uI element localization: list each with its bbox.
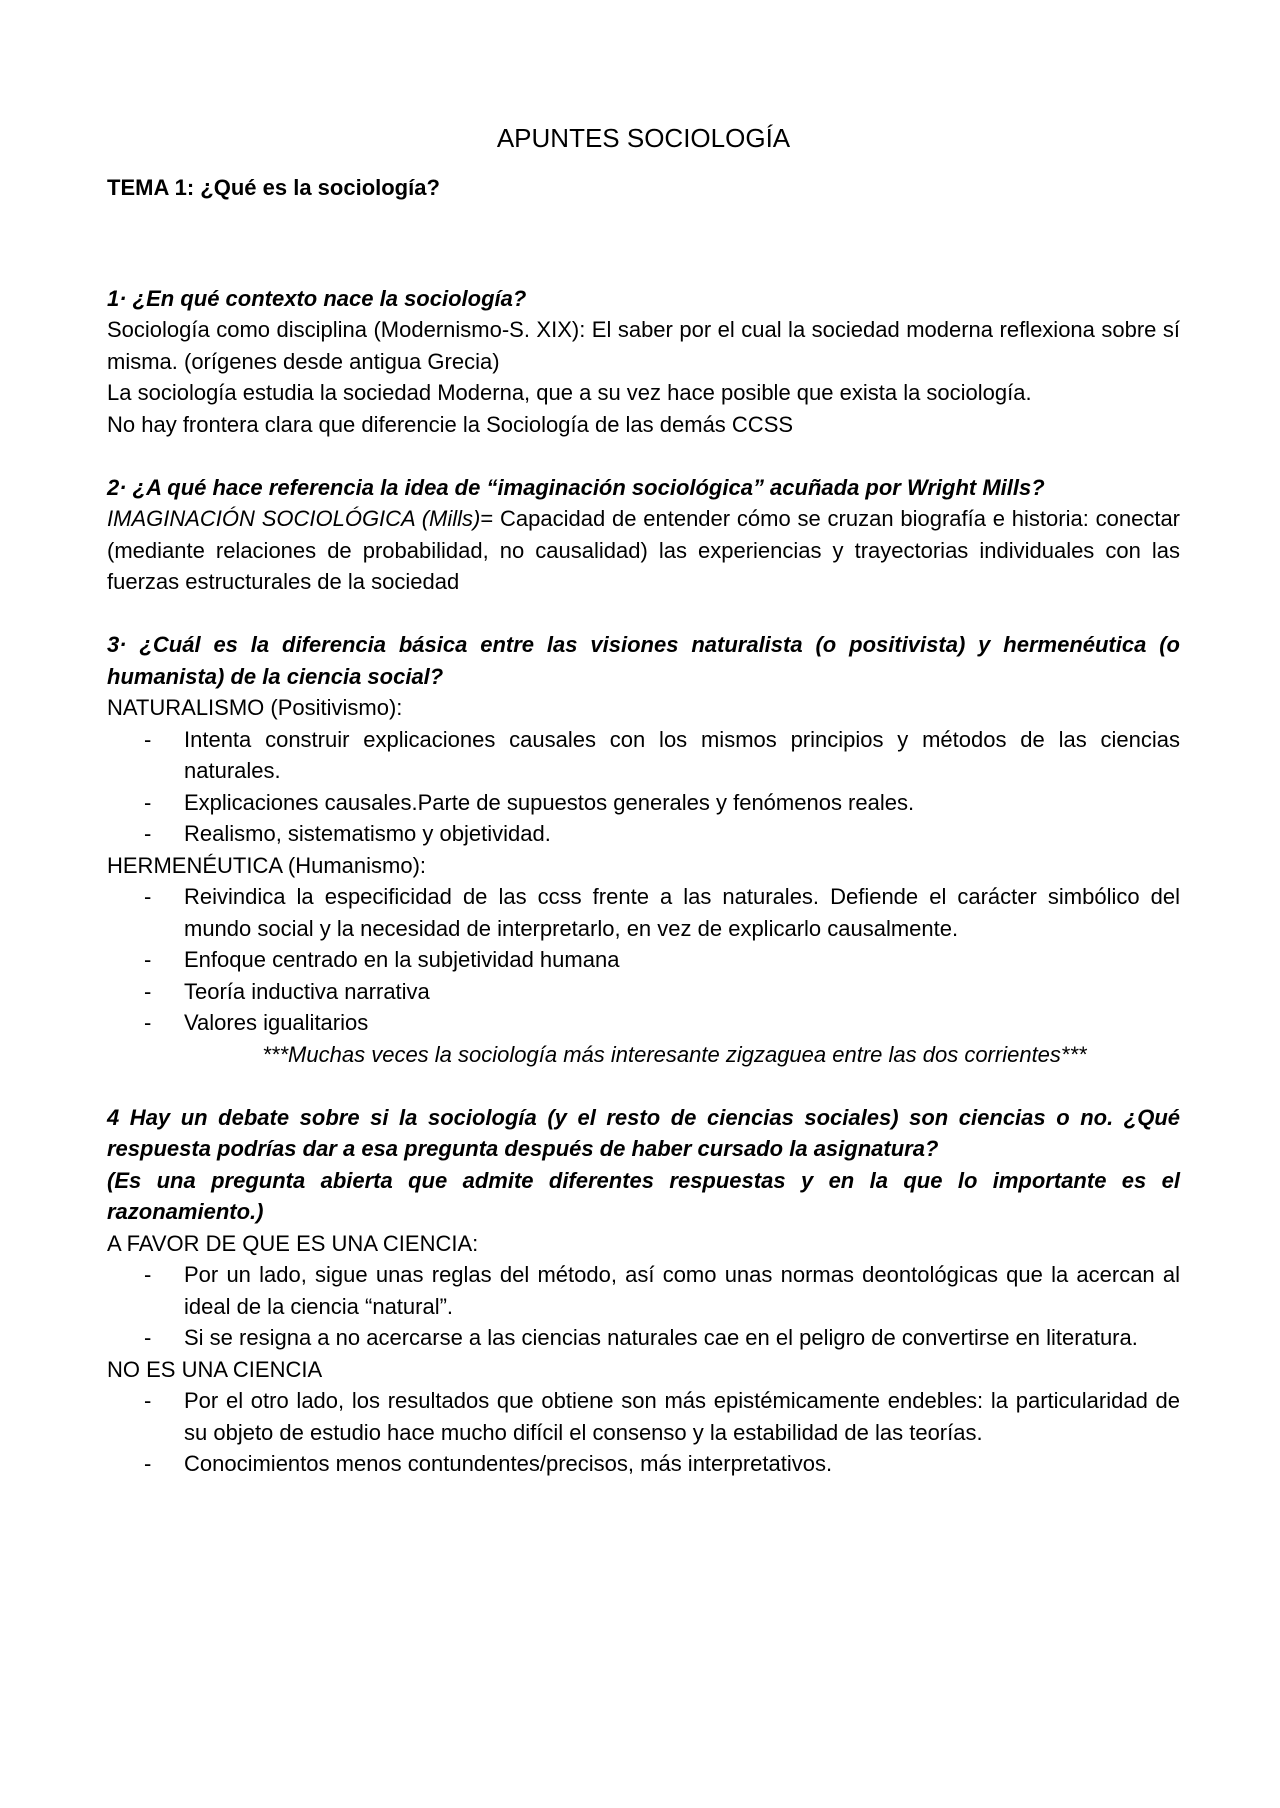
hermeneutica-list bbox=[107, 881, 1180, 1039]
contra-list bbox=[107, 1385, 1180, 1480]
spacer bbox=[107, 1070, 1180, 1102]
list-item bbox=[107, 787, 1180, 819]
list-item bbox=[107, 1448, 1180, 1480]
document-page bbox=[107, 122, 1180, 1480]
list-item-text: Teoría inductiva narrativa bbox=[184, 978, 430, 1004]
question-4: 4 Hay un debate sobre si la sociología (y el resto de ciencias sociales) son ciencias o no. ¿Qué respuesta podrías dar a esa pregunta después de haber cursado la asignatura? bbox=[107, 1104, 1180, 1161]
hermeneutica-heading: HERMENÉUTICA (Humanismo): bbox=[107, 852, 427, 878]
q1-paragraph-2: La sociología estudia la sociedad Moderna, que a su vez hace posible que exista la sociología. bbox=[107, 380, 1032, 405]
question-3: 3· ¿Cuál es la diferencia básica entre las visiones naturalista (o positivista) y hermenéutica (o humanista) de la ciencia social? bbox=[107, 632, 1180, 689]
list-item bbox=[107, 818, 1180, 850]
q2-paragraph bbox=[107, 503, 1180, 598]
list-item bbox=[107, 944, 1180, 976]
dash-bullet: - bbox=[144, 789, 152, 815]
list-item bbox=[107, 1385, 1180, 1448]
naturalismo-heading: NATURALISMO (Positivismo): bbox=[107, 695, 403, 720]
spacer bbox=[107, 598, 1180, 630]
q2-term: IMAGINACIÓN SOCIOLÓGICA (Mills) bbox=[107, 506, 481, 531]
spacer bbox=[107, 440, 1180, 472]
dash-bullet: - bbox=[144, 1388, 152, 1413]
dash-bullet: - bbox=[144, 978, 152, 1004]
list-item-text: Por un lado, sigue unas reglas del método, así como unas normas deontológicas que la acercan al ideal de la ciencia “natural”. bbox=[184, 1262, 1180, 1319]
q2-definition: = Capacidad de entender cómo se cruzan biografía e historia: conectar (mediante relaciones de probabilidad, no causalidad) las experiencias y trayectorias individuales con las fuerzas estructurales de la sociedad bbox=[107, 506, 1181, 594]
naturalismo-list bbox=[107, 724, 1180, 850]
question-1: 1· ¿En qué contexto nace la sociología? bbox=[107, 285, 527, 311]
contra-heading: NO ES UNA CIENCIA bbox=[107, 1356, 323, 1382]
q3-note: ***Muchas veces la sociología más interesante zigzaguea entre las dos corrientes*** bbox=[262, 1041, 1087, 1067]
list-item bbox=[107, 1259, 1180, 1322]
dash-bullet: - bbox=[144, 884, 152, 909]
section-q2 bbox=[107, 472, 1180, 598]
list-item-text: Reivindica la especificidad de las ccss frente a las naturales. Defiende el carácter simbólico del mundo social y la necesidad de interpretarlo, en vez de explicarlo causalmente. bbox=[184, 884, 1180, 941]
dash-bullet: - bbox=[144, 1010, 152, 1035]
dash-bullet: - bbox=[144, 1325, 152, 1350]
list-item bbox=[107, 976, 1180, 1008]
spacer bbox=[107, 204, 1180, 283]
topic-heading: TEMA 1: ¿Qué es la sociología? bbox=[107, 175, 440, 200]
q1-paragraph-1: Sociología como disciplina (Modernismo-S. XIX): El saber por el cual la sociedad moderna reflexiona sobre sí misma. (orígenes desde antigua Grecia) bbox=[107, 317, 1180, 374]
section-q3 bbox=[107, 629, 1180, 1070]
section-q1 bbox=[107, 283, 1180, 441]
favor-heading: A FAVOR DE QUE ES UNA CIENCIA: bbox=[107, 1230, 479, 1256]
list-item bbox=[107, 1322, 1180, 1354]
q1-paragraph-3: No hay frontera clara que diferencie la Sociología de las demás CCSS bbox=[107, 411, 794, 437]
dash-bullet: - bbox=[144, 1451, 152, 1476]
list-item-text: Intenta construir explicaciones causales con los mismos principios y métodos de las ciencias naturales. bbox=[184, 726, 1180, 783]
dash-bullet: - bbox=[144, 1262, 152, 1287]
question-2: 2· ¿A qué hace referencia la idea de “imaginación sociológica” acuñada por Wright Mills? bbox=[107, 474, 1045, 500]
dash-bullet: - bbox=[144, 726, 152, 752]
list-item-text: Por el otro lado, los resultados que obtiene son más epistémicamente endebles: la particularidad de su objeto de estudio hace mucho difícil el consenso y la estabilidad de las teorías. bbox=[184, 1388, 1180, 1445]
question-4-note: (Es una pregunta abierta que admite diferentes respuestas y en la que lo importante es el razonamiento.) bbox=[107, 1167, 1180, 1224]
list-item-text: Si se resigna a no acercarse a las ciencias naturales cae en el peligro de convertirse en literatura. bbox=[184, 1325, 1138, 1350]
dash-bullet: - bbox=[144, 947, 152, 972]
list-item bbox=[107, 1007, 1180, 1039]
list-item-text: Explicaciones causales.Parte de supuestos generales y fenómenos reales. bbox=[184, 789, 915, 815]
dash-bullet: - bbox=[144, 821, 152, 846]
list-item-text: Valores igualitarios bbox=[184, 1010, 369, 1035]
list-item-text: Realismo, sistematismo y objetividad. bbox=[184, 821, 551, 846]
favor-list bbox=[107, 1259, 1180, 1354]
document-title: APUNTES SOCIOLOGÍA bbox=[496, 123, 791, 153]
section-q4 bbox=[107, 1102, 1180, 1480]
list-item bbox=[107, 881, 1180, 944]
list-item-text: Conocimientos menos contundentes/precisos, más interpretativos. bbox=[184, 1451, 833, 1476]
list-item-text: Enfoque centrado en la subjetividad humana bbox=[184, 947, 620, 972]
list-item bbox=[107, 724, 1180, 787]
